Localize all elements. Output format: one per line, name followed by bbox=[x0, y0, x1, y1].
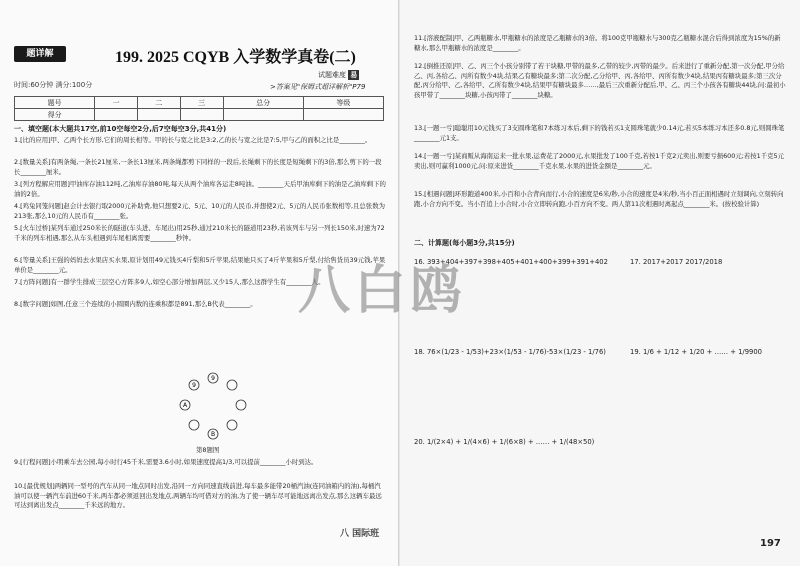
difficulty-value: 易 bbox=[350, 71, 358, 79]
ring-label-b: B bbox=[210, 431, 216, 438]
ring-number: 9 bbox=[192, 382, 196, 389]
question-15: 15.[相遇问题]环形跑道400米,小百和小合背向而行,小合的速度是6米/秒,小合的速度是4米/秒,当小百正面相遇时立刻调向,立刻转向跑,小合方向不变。当小百追上小合时,小合立即转向跑,小百方向不变。两人第11次相遇时离起点________米。(按校验计算) bbox=[414, 190, 784, 208]
watermark: 八白鸥 bbox=[298, 261, 467, 321]
question-14: 14.[一题一亏]某商贩从海南运来一批水果,运费花了2000元,水果批发了100千克,若按1千克2元卖出,则要亏损600元;若按1千克5元卖出,则可赢利1000元,问:原来进货________千克水果,水果的进货金额是________元。 bbox=[414, 152, 784, 170]
question-9: 9.[行程问题]小明乘车去公园,每小时行45千米,需要3.6小时,如果速度提高1/3,可以提前________小时到达。 bbox=[14, 458, 318, 466]
score-row-label: 得分 bbox=[15, 109, 95, 121]
question-2: 2.[数量关系]有两条绳,一条长21厘米,一条长13厘米,两条绳都剪下同样的一段后,长绳剩下的长度是短绳剩下的3倍,那么剪下的一段长________厘米。 bbox=[14, 158, 382, 176]
paper-title: 199. 2025 CQYB 入学数学真卷(二) bbox=[115, 49, 356, 66]
calc-18: 18. 76×(1/23 - 1/53)+23×(1/53 - 1/76)-53×(1/23 - 1/76) bbox=[414, 348, 606, 356]
question-4: 4.[鸡兔同笼问题]赵会计去银行取2000元补助费,他只想要2元、5元、10元的人民币,并想使2元、5元的人民币张数相等,且总张数为213张,那么10元的人民币有________张。 bbox=[14, 202, 385, 220]
question-11: 11.[溶液配制]甲、乙两瓶糖水,甲瓶糖水的浓度是乙瓶糖水的3倍。将100克甲瓶糖水与300克乙瓶糖水混合后得到浓度为15%的新糖水,那么甲瓶糖水的浓度是________。 bbox=[414, 34, 781, 52]
section-1-heading: 一、填空题(本大题共17空,前10空每空2分,后7空每空3分,共41分) bbox=[14, 125, 227, 133]
answer-reference: >答案见"保姆式超详解析"P79 bbox=[270, 83, 366, 91]
question-3: 3.[列方程解应用题]甲油库存油112吨,乙油库存油80吨,每天从两个油库各运走8吨油。________天后甲油库剩下的油是乙油库剩下的油的2倍。 bbox=[14, 180, 386, 198]
score-table-row bbox=[15, 109, 384, 121]
ring-number: 9 bbox=[211, 375, 215, 382]
question-5: 5.[火车过桥]某列车通过250米长的隧道(车头进、车尾出)用25秒,通过210米长的隧道用23秒,若该列车与另一列长150米,时速为72千米的列车相遇,那么从车头相遇到车尾相离需要________秒钟。 bbox=[14, 224, 385, 242]
brand-logo: 题详解 bbox=[14, 46, 66, 62]
difficulty-label: 试题难度 bbox=[318, 71, 346, 79]
question-10: 10.[最优规划]两辆同一型号的汽车从同一地点同时出发,沿同一方向同速直线前进,每车最多能带20桶汽油(连同油箱内的油),每桶汽油可以使一辆汽车前进60千米,两车都必须返回出发地点,两辆车均可借对方的油,为了使一辆车尽可能地远离出发点,那么这辆车最远可达到离出发点________千米远的地方。 bbox=[14, 482, 382, 509]
score-header-cell: 等级 bbox=[303, 97, 383, 109]
calc-20: 20. 1/(2×4) + 1/(4×6) + 1/(6×8) + …… + 1/(48×50) bbox=[414, 438, 595, 446]
exam-meta: 时间:60分钟 满分:100分 bbox=[14, 81, 93, 89]
difficulty-badge bbox=[318, 70, 359, 80]
calc-19: 19. 1/6 + 1/12 + 1/20 + …… + 1/9900 bbox=[630, 348, 763, 356]
page-number: 197 bbox=[760, 538, 781, 549]
score-header-cell: 题号 bbox=[15, 97, 95, 109]
calc-17: 17. 2017+2017 2017/2018 bbox=[630, 258, 723, 266]
score-table bbox=[14, 96, 384, 121]
calc-16: 16. 393+404+397+398+405+401+400+399+391+402 bbox=[414, 258, 608, 266]
figure-caption: 第8题图 bbox=[196, 446, 220, 454]
question-13: 13.[一题一亏]聪聪用10元钱买了3支圆珠笔和7本练习本后,剩下的钱若买1支圆珠笔就少0.14元,若买5本练习本还多0.8元,则圆珠笔________元1支。 bbox=[414, 124, 785, 142]
footer-mark: 八 国际班 bbox=[340, 529, 380, 539]
ring-label-a: A bbox=[182, 402, 188, 409]
score-header-cell: 三 bbox=[180, 97, 223, 109]
circle-ring-figure bbox=[178, 372, 248, 442]
question-6: 6.[等量关系]王强的妈妈去水果店买水果,原计划用49元钱买4斤梨和5斤苹果,结果她只买了4斤苹果和5斤梨,付给售货员39元钱,苹果单价是________元。 bbox=[14, 256, 386, 274]
question-7: 7.[方阵问题]有一群学生排成三层空心方阵多9人,如空心部分增加两层,又少15人,那么这群学生有________人。 bbox=[14, 278, 325, 286]
score-table-header-row bbox=[15, 97, 384, 109]
score-header-cell: 总分 bbox=[223, 97, 303, 109]
score-header-cell: 二 bbox=[137, 97, 180, 109]
score-header-cell: 一 bbox=[95, 97, 138, 109]
question-12: 12.[倒推还原]甲、乙、丙三个小孩分别带了若干块糖,甲带的最多,乙带的较少,丙带的最少。后来进行了重新分配,第一次分配,甲分给乙、丙,各给乙、丙所有数少4块,结果乙有糖块最多;第二次分配,乙分给甲、丙,各给甲、丙所有数少4块,结果丙有糖块最多;第三次分配,丙分给甲、乙,各给甲、乙所有数少4块,结果甲有糖块最多……,最后三次重新分配后,甲、乙、丙三个小孩各有糖块44块,问:最初小孩甲带了________块糖,小孩丙带了________块糖。 bbox=[414, 62, 786, 99]
question-8: 8.[数字问题]如图,任意三个连续的小圆圈内数的连乘积都是891,那么B代表________。 bbox=[14, 300, 257, 308]
section-2-heading: 二、计算题(每小题3分,共15分) bbox=[414, 239, 515, 247]
question-1: 1.[比的应用]甲、乙两个长方形,它们的周长相等。甲的长与宽之比是3:2,乙的长与宽之比是7:5,甲与乙的面积之比是________。 bbox=[14, 136, 372, 144]
